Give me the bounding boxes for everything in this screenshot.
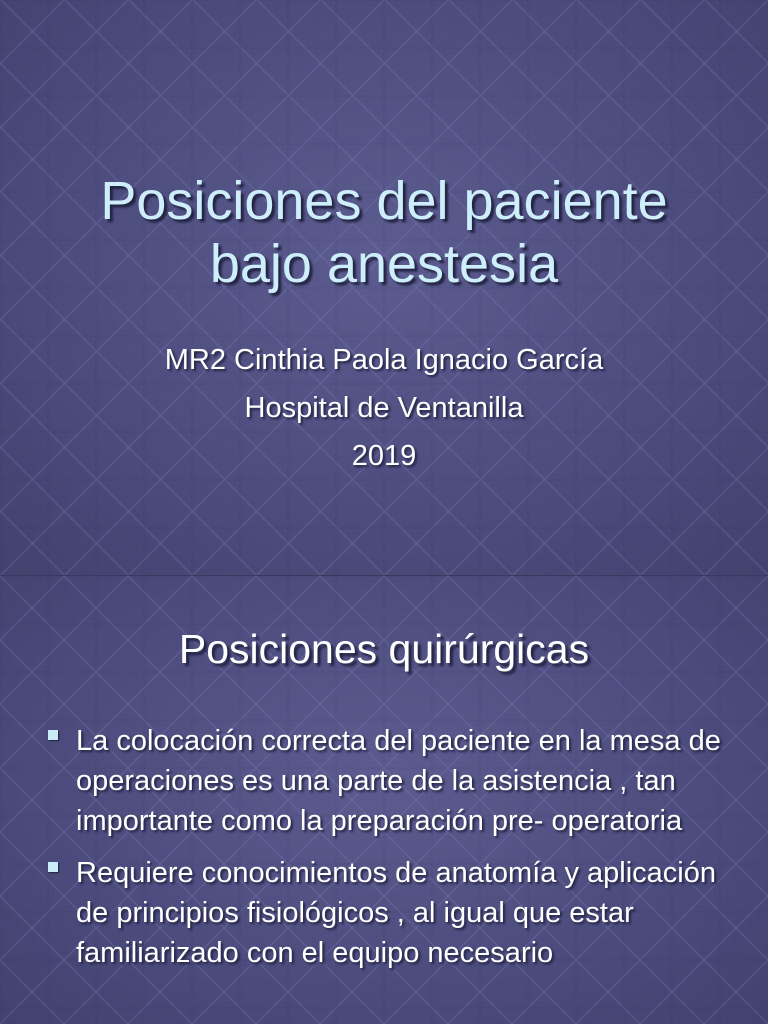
subtitle-block (0, 336, 768, 480)
hospital-name: Hospital de Ventanilla (244, 392, 524, 424)
content-slide (0, 576, 768, 1024)
bullet-text: Requiere conocimientos de anatomía y aplicación de principios fisiológicos , al igual que estar familiarizado con el equipo necesario (76, 857, 716, 969)
bullet-list (48, 721, 738, 985)
author-name: MR2 Cinthia Paola Ignacio García (164, 344, 604, 376)
title-line-2: bajo anestesia (209, 233, 559, 294)
bullet-item (48, 853, 738, 973)
square-bullet-icon (48, 730, 58, 740)
year: 2019 (351, 440, 417, 472)
square-bullet-icon (48, 862, 58, 872)
presentation-title (0, 170, 768, 295)
title-line-1: Posiciones del paciente (100, 171, 668, 231)
bullet-item (48, 721, 738, 841)
bullet-text: La colocación correcta del paciente en la mesa de operaciones es una parte de la asistencia , tan importante como la preparación pre- operatoria (76, 725, 721, 837)
slide-heading: Posiciones quirúrgicas (178, 626, 590, 672)
